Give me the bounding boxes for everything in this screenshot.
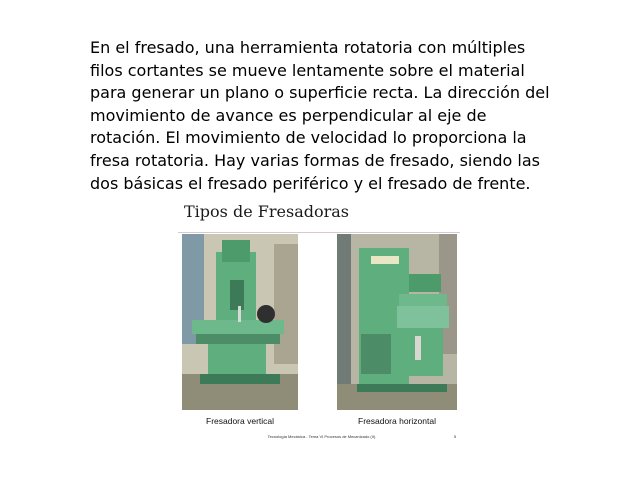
caption-vertical: Fresadora vertical (206, 416, 275, 426)
slide-footer-text: Tecnología Mecánica - Tema VI Procesos de Mecanizado (II). (267, 434, 377, 439)
horizontal-milling-machine-photo (337, 234, 457, 410)
slide-page-number: 5 (454, 434, 457, 439)
slide-divider (178, 232, 460, 233)
vertical-milling-machine-photo (182, 234, 298, 410)
caption-horizontal: Fresadora horizontal (358, 416, 436, 426)
body-paragraph: En el fresado, una herramienta rotatoria con múltiples filos cortantes se mueve lentamente sobre el material para generar un plano o superficie recta. La dirección del movimiento de avance es perpendicular al eje de rotación. El movimiento de velocidad lo proporciona la fresa rotatoria. Hay varias formas de fresado, siendo las dos básicas el fresado periférico y el fresado de frente. (90, 38, 550, 193)
embedded-slide-image (172, 198, 464, 443)
slide-title: Tipos de Fresadoras (184, 202, 349, 221)
